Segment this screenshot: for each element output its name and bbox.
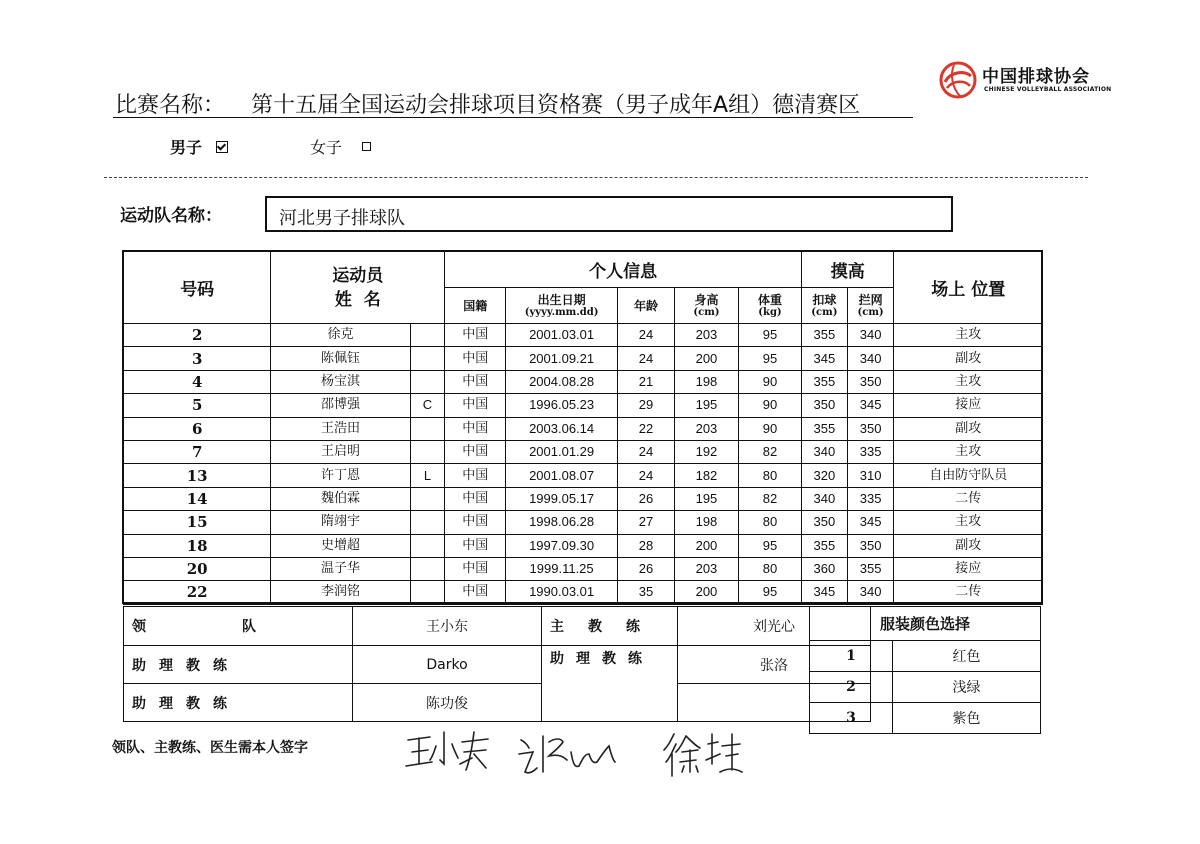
player-role-mark[interactable] (410, 581, 445, 604)
player-position[interactable]: 主攻 (894, 440, 1043, 463)
player-birth-date[interactable]: 1990.03.01 (506, 581, 618, 604)
header-weight (738, 288, 801, 324)
player-position[interactable]: 接应 (894, 394, 1043, 417)
header-number: 号码 (124, 252, 271, 324)
player-name[interactable]: 陈佩钰 (271, 347, 410, 370)
female-checkbox[interactable] (362, 142, 371, 151)
match-title (115, 88, 860, 119)
player-height[interactable]: 200 (674, 581, 738, 604)
player-number[interactable]: 14 (124, 487, 271, 510)
player-nationality[interactable]: 中国 (445, 487, 506, 510)
player-name[interactable]: 史增超 (271, 534, 410, 557)
player-name[interactable]: 王浩田 (271, 417, 410, 440)
player-position[interactable]: 二传 (894, 487, 1043, 510)
player-block-reach[interactable]: 350 (847, 417, 894, 440)
player-weight[interactable]: 95 (738, 347, 801, 370)
player-weight[interactable]: 80 (738, 464, 801, 487)
header-nationality: 国籍 (445, 288, 506, 324)
player-position[interactable]: 自由防守队员 (894, 464, 1043, 487)
player-age[interactable]: 35 (618, 581, 675, 604)
player-block-reach[interactable]: 350 (847, 370, 894, 393)
player-birth-date[interactable]: 2001.09.21 (506, 347, 618, 370)
player-birth-date[interactable]: 2001.08.07 (506, 464, 618, 487)
player-nationality[interactable]: 中国 (445, 464, 506, 487)
player-name[interactable]: 许丁恩 (271, 464, 410, 487)
header-block (847, 288, 894, 324)
player-nationality[interactable]: 中国 (445, 440, 506, 463)
player-birth-date[interactable]: 2001.01.29 (506, 440, 618, 463)
player-role-mark[interactable] (410, 417, 445, 440)
player-weight[interactable]: 80 (738, 511, 801, 534)
leader-label-text: 领队 (132, 619, 352, 635)
leader-name[interactable]: 王小东 (353, 607, 542, 646)
player-role-mark[interactable]: L (410, 464, 445, 487)
player-age[interactable]: 22 (618, 417, 675, 440)
player-number[interactable]: 18 (124, 534, 271, 557)
player-birth-date[interactable]: 2001.03.01 (506, 324, 618, 347)
player-birth-date[interactable]: 1999.05.17 (506, 487, 618, 510)
uniform-title: 服装颜色选择 (810, 607, 1041, 641)
player-number[interactable]: 2 (124, 324, 271, 347)
player-age[interactable]: 28 (618, 534, 675, 557)
player-block-reach[interactable]: 335 (847, 440, 894, 463)
assistant-coach-name-2[interactable]: 陈功俊 (353, 684, 542, 722)
header-height-label: 身高 (694, 293, 719, 307)
player-height[interactable]: 198 (674, 370, 738, 393)
player-row (124, 394, 1043, 417)
uniform-option-number: 3 (810, 703, 893, 734)
player-number[interactable]: 20 (124, 557, 271, 580)
player-role-mark[interactable]: C (410, 394, 445, 417)
association-name: 中国排球协会 (982, 67, 1090, 87)
player-row (124, 440, 1043, 463)
match-label: 比赛名称： (115, 93, 226, 118)
player-row (124, 581, 1043, 604)
player-spike-reach[interactable]: 355 (802, 324, 848, 347)
player-nationality[interactable]: 中国 (445, 511, 506, 534)
player-name[interactable]: 隋翊宇 (271, 511, 410, 534)
player-nationality[interactable]: 中国 (445, 370, 506, 393)
player-position[interactable]: 主攻 (894, 370, 1043, 393)
player-age[interactable]: 29 (618, 394, 675, 417)
uniform-option-number: 2 (810, 672, 893, 703)
player-spike-reach[interactable]: 360 (802, 557, 848, 580)
player-number[interactable]: 15 (124, 511, 271, 534)
header-spike-unit: (cm) (811, 307, 838, 318)
uniform-option-color[interactable]: 紫色 (893, 703, 1041, 734)
player-name[interactable]: 李润铭 (271, 581, 410, 604)
player-number[interactable]: 22 (124, 581, 271, 604)
assistant-coach-name-1[interactable]: Darko (353, 646, 542, 684)
player-spike-reach[interactable]: 355 (802, 417, 848, 440)
player-height[interactable]: 203 (674, 557, 738, 580)
signature-doctor (662, 726, 746, 782)
association-subtitle: CHINESE VOLLEYBALL ASSOCIATION (984, 86, 1112, 93)
player-block-reach[interactable]: 350 (847, 534, 894, 557)
player-weight[interactable]: 90 (738, 417, 801, 440)
player-spike-reach[interactable]: 355 (802, 370, 848, 393)
staff-table (123, 606, 871, 722)
player-age[interactable]: 24 (618, 347, 675, 370)
header-height-unit: (cm) (693, 307, 720, 318)
player-age[interactable]: 24 (618, 324, 675, 347)
player-name[interactable]: 邵博强 (271, 394, 410, 417)
title-underline (113, 117, 913, 118)
player-block-reach[interactable]: 340 (847, 347, 894, 370)
player-position[interactable]: 二传 (894, 581, 1043, 604)
player-block-reach[interactable]: 340 (847, 581, 894, 604)
male-label: 男子 (170, 138, 203, 157)
player-spike-reach[interactable]: 345 (802, 347, 848, 370)
signature-head-coach (515, 728, 625, 784)
player-role-mark[interactable] (410, 557, 445, 580)
player-row (124, 487, 1043, 510)
association-logo-icon (938, 60, 978, 100)
assistant-coach-label-3-text: 助理教练 (550, 651, 654, 667)
header-weight-unit: (kg) (758, 307, 782, 318)
player-nationality[interactable]: 中国 (445, 581, 506, 604)
player-name[interactable]: 杨宝淇 (271, 370, 410, 393)
player-weight[interactable]: 80 (738, 557, 801, 580)
signature-leader (400, 724, 495, 779)
player-birth-date[interactable]: 2004.08.28 (506, 370, 618, 393)
player-spike-reach[interactable]: 355 (802, 534, 848, 557)
head-coach-label-text: 主教练 (550, 619, 664, 635)
assistant-coach-label-3 (542, 646, 678, 722)
player-height[interactable]: 203 (674, 417, 738, 440)
header-birth-date (506, 288, 618, 324)
player-number[interactable]: 7 (124, 440, 271, 463)
player-spike-reach[interactable]: 350 (802, 394, 848, 417)
header-personal-info: 个人信息 (445, 252, 802, 288)
player-weight[interactable]: 82 (738, 440, 801, 463)
player-spike-reach[interactable]: 345 (802, 581, 848, 604)
player-position[interactable]: 主攻 (894, 324, 1043, 347)
player-row (124, 324, 1043, 347)
player-spike-reach[interactable]: 340 (802, 440, 848, 463)
player-weight[interactable]: 95 (738, 581, 801, 604)
header-spike (802, 288, 848, 324)
player-weight[interactable]: 90 (738, 370, 801, 393)
male-checkbox[interactable] (216, 141, 228, 153)
assistant-coach-label-2 (124, 684, 353, 722)
player-height[interactable]: 182 (674, 464, 738, 487)
player-weight[interactable]: 90 (738, 394, 801, 417)
player-row (124, 557, 1043, 580)
match-name: 第十五届全国运动会排球项目资格赛（男子成年A组）德清赛区 (251, 93, 861, 118)
player-age[interactable]: 24 (618, 464, 675, 487)
player-number[interactable]: 13 (124, 464, 271, 487)
header-athlete-line2: 姓 名 (334, 289, 381, 310)
player-block-reach[interactable]: 335 (847, 487, 894, 510)
player-position[interactable]: 副攻 (894, 417, 1043, 440)
player-nationality[interactable]: 中国 (445, 534, 506, 557)
player-nationality[interactable]: 中国 (445, 347, 506, 370)
player-block-reach[interactable]: 345 (847, 511, 894, 534)
leader-label (124, 607, 353, 646)
player-height[interactable]: 200 (674, 534, 738, 557)
player-spike-reach[interactable]: 350 (802, 511, 848, 534)
player-number[interactable]: 3 (124, 347, 271, 370)
head-coach-name[interactable]: 刘光心 (678, 607, 871, 646)
female-label: 女子 (310, 138, 343, 157)
player-spike-reach[interactable]: 320 (802, 464, 848, 487)
player-role-mark[interactable] (410, 370, 445, 393)
player-number[interactable]: 6 (124, 417, 271, 440)
player-role-mark[interactable] (410, 487, 445, 510)
player-position[interactable]: 接应 (894, 557, 1043, 580)
header-weight-label: 体重 (757, 293, 782, 307)
header-reach: 摸高 (802, 252, 894, 288)
player-age[interactable]: 26 (618, 487, 675, 510)
player-role-mark[interactable] (410, 347, 445, 370)
assistant-coach-label-2-text: 助理教练 (132, 695, 240, 712)
player-row (124, 464, 1043, 487)
player-block-reach[interactable]: 310 (847, 464, 894, 487)
header-birth-date-format: (yyyy.mm.dd) (524, 307, 599, 318)
header-birth-date-label: 出生日期 (537, 293, 586, 307)
uniform-option-color[interactable]: 红色 (893, 641, 1041, 672)
player-nationality[interactable]: 中国 (445, 557, 506, 580)
team-label: 运动队名称： (120, 206, 222, 226)
header-position: 场上 位置 (894, 252, 1043, 324)
player-age[interactable]: 24 (618, 440, 675, 463)
player-birth-date[interactable]: 1996.05.23 (506, 394, 618, 417)
gender-male (170, 135, 228, 158)
player-birth-date[interactable]: 1999.11.25 (506, 557, 618, 580)
player-position[interactable]: 主攻 (894, 511, 1043, 534)
header-spike-label: 扣球 (812, 293, 837, 307)
roster-table (123, 251, 1043, 605)
roster-body (124, 324, 1043, 605)
header-athlete (271, 252, 445, 324)
assistant-coach-name-3[interactable]: 张洛 (678, 646, 871, 684)
uniform-option-number: 1 (810, 641, 893, 672)
player-height[interactable]: 195 (674, 394, 738, 417)
header-block-label: 拦网 (858, 293, 883, 307)
assistant-coach-label-1 (124, 646, 353, 684)
assistant-coach-label-1-text: 助理教练 (132, 657, 240, 674)
player-height[interactable]: 200 (674, 347, 738, 370)
player-nationality[interactable]: 中国 (445, 324, 506, 347)
player-nationality[interactable]: 中国 (445, 417, 506, 440)
header-age: 年龄 (618, 288, 675, 324)
player-row (124, 511, 1043, 534)
player-row (124, 347, 1043, 370)
player-age[interactable]: 21 (618, 370, 675, 393)
player-height[interactable]: 192 (674, 440, 738, 463)
player-birth-date[interactable]: 1997.09.30 (506, 534, 618, 557)
player-role-mark[interactable] (410, 440, 445, 463)
player-height[interactable]: 203 (674, 324, 738, 347)
player-age[interactable]: 26 (618, 557, 675, 580)
player-birth-date[interactable]: 2003.06.14 (506, 417, 618, 440)
player-name[interactable]: 王启明 (271, 440, 410, 463)
uniform-option-color[interactable]: 浅绿 (893, 672, 1041, 703)
player-block-reach[interactable]: 345 (847, 394, 894, 417)
player-birth-date[interactable]: 1998.06.28 (506, 511, 618, 534)
player-block-reach[interactable]: 340 (847, 324, 894, 347)
player-role-mark[interactable] (410, 534, 445, 557)
player-position[interactable]: 副攻 (894, 347, 1043, 370)
player-name[interactable]: 温子华 (271, 557, 410, 580)
player-block-reach[interactable]: 355 (847, 557, 894, 580)
player-weight[interactable]: 82 (738, 487, 801, 510)
dashed-divider (104, 177, 1088, 178)
gender-female (310, 135, 371, 158)
player-name[interactable]: 魏伯霖 (271, 487, 410, 510)
head-coach-label (542, 607, 678, 646)
player-height[interactable]: 198 (674, 511, 738, 534)
header-block-unit: (cm) (857, 307, 884, 318)
player-weight[interactable]: 95 (738, 324, 801, 347)
player-role-mark[interactable] (410, 511, 445, 534)
player-row (124, 417, 1043, 440)
player-number[interactable]: 4 (124, 370, 271, 393)
player-spike-reach[interactable]: 340 (802, 487, 848, 510)
player-role-mark[interactable] (410, 324, 445, 347)
player-weight[interactable]: 95 (738, 534, 801, 557)
player-age[interactable]: 27 (618, 511, 675, 534)
team-name-field[interactable]: 河北男子排球队 (265, 196, 953, 232)
player-name[interactable]: 徐克 (271, 324, 410, 347)
player-row (124, 534, 1043, 557)
player-row (124, 370, 1043, 393)
player-number[interactable]: 5 (124, 394, 271, 417)
header-height (674, 288, 738, 324)
header-athlete-line1: 运动员 (332, 265, 384, 286)
uniform-color-table (809, 606, 1041, 734)
player-nationality[interactable]: 中国 (445, 394, 506, 417)
player-position[interactable]: 副攻 (894, 534, 1043, 557)
player-height[interactable]: 195 (674, 487, 738, 510)
signature-label: 领队、主教练、医生需本人签字 (112, 740, 308, 756)
